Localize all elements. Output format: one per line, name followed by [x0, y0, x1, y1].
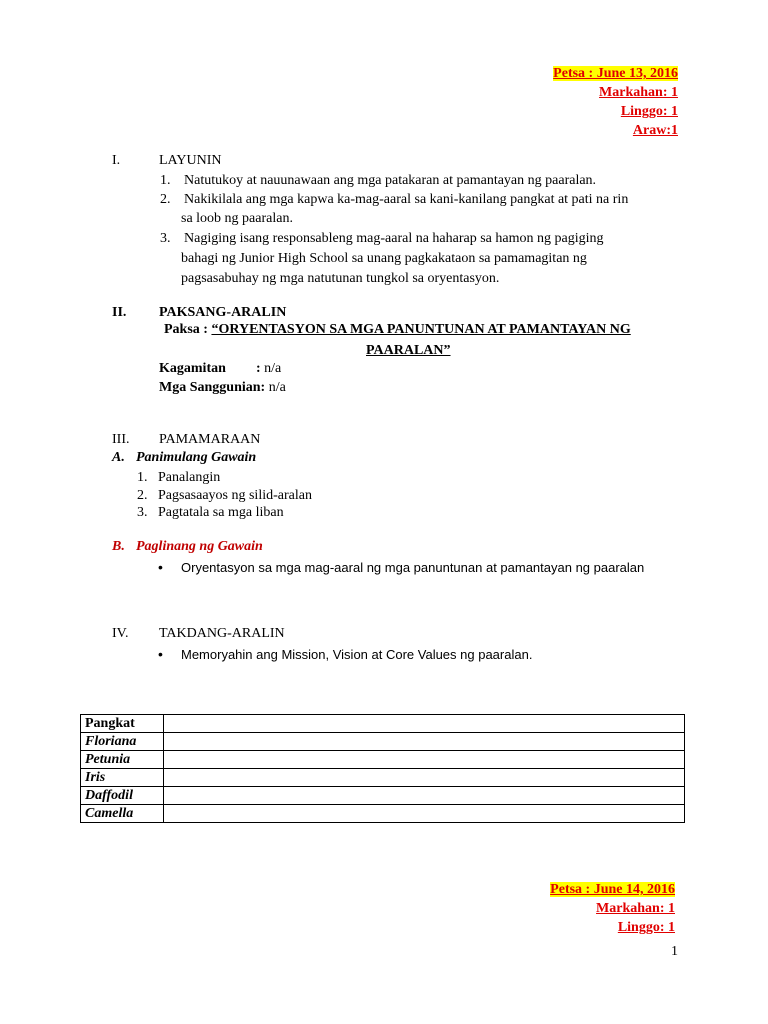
markahan-2: Markahan: 1 — [596, 901, 675, 916]
list-text: Natutukoy at nauunawaan ang mga patakaran at pamantayan ng paaralan. — [184, 173, 597, 188]
page-number: 1 — [671, 944, 678, 959]
petsa-1: Petsa : June 13, 2016 — [553, 66, 678, 81]
linggo-1: Linggo: 1 — [620, 104, 678, 119]
section-1-title: LAYUNIN — [159, 153, 222, 168]
list-number: 2. — [137, 488, 148, 503]
list-text: pagsasabuhay ng mga natutunan tungkol sa oryentasyon. — [181, 271, 500, 286]
table-row — [81, 751, 685, 769]
list-text: Panalangin — [158, 470, 221, 485]
paksa-title-1: “ORYENTASYON SA MGA PANUNTUNAN AT PAMANTAYAN NG — [211, 322, 631, 337]
subsection-a-title: Panimulang Gawain — [136, 450, 257, 465]
section-2-title: PAKSANG-ARALIN — [159, 305, 287, 320]
table-cell — [164, 805, 685, 823]
list-number: 2. — [160, 192, 171, 207]
sanggunian-label: Mga Sanggunian: — [159, 380, 266, 395]
paglinang-item-1: • Oryentasyon sa mga mag-aaral ng mga panuntunan at pamantayan ng paaralan — [181, 558, 644, 577]
section-2-number: II. — [112, 305, 127, 320]
sanggunian-line — [159, 380, 286, 396]
lesson-meta-2 — [550, 880, 675, 937]
subsection-b-label: B. — [112, 539, 125, 554]
list-text: sa loob ng paaralan. — [181, 211, 293, 226]
lesson-meta-1 — [553, 64, 678, 140]
table-row — [81, 769, 685, 787]
kagamitan-label: Kagamitan — [159, 361, 226, 376]
table-row — [81, 805, 685, 823]
section-4-title: TAKDANG-ARALIN — [159, 626, 285, 641]
table-row — [81, 733, 685, 751]
subsection-b-title: Paglinang ng Gawain — [136, 539, 263, 554]
list-text: Pagsasaayos ng silid-aralan — [158, 488, 312, 503]
list-text: Nakikilala ang mga kapwa ka-mag-aaral sa kani-kanilang pangkat at pati na rin — [184, 192, 629, 207]
section-3-title: PAMAMARAAN — [159, 432, 261, 447]
list-number: 3. — [160, 231, 171, 246]
kagamitan-line — [159, 361, 282, 377]
petsa-2: Petsa : June 14, 2016 — [550, 882, 675, 897]
list-text: Nagiging isang responsableng mag-aaral na haharap sa hamon ng pagiging — [184, 231, 604, 246]
subsection-a-heading — [112, 450, 257, 466]
list-text: Pagtatala sa mga liban — [158, 505, 284, 520]
section-4-number: IV. — [112, 626, 129, 641]
table-cell — [164, 787, 685, 805]
table-header-cell: Pangkat — [81, 715, 164, 733]
table-cell — [164, 715, 685, 733]
list-number: 1. — [160, 173, 171, 188]
table-cell — [164, 751, 685, 769]
sanggunian-value: n/a — [268, 380, 286, 395]
list-number: 3. — [137, 505, 148, 520]
table-row — [81, 715, 685, 733]
paksa-label: Paksa : — [164, 322, 208, 337]
list-number: 1. — [137, 470, 148, 485]
section-1-number: I. — [112, 153, 121, 168]
section-3-number: III. — [112, 432, 130, 447]
subsection-b-heading — [112, 539, 263, 555]
table-cell: Petunia — [81, 751, 164, 769]
table-cell: Camella — [81, 805, 164, 823]
markahan-1: Markahan: 1 — [599, 85, 678, 100]
table-cell — [164, 769, 685, 787]
table-cell — [164, 733, 685, 751]
pangkat-table — [80, 714, 685, 823]
paksa-title-2: PAARALAN” — [366, 343, 451, 358]
table-cell: Daffodil — [81, 787, 164, 805]
table-row — [81, 787, 685, 805]
paksa-line — [164, 322, 631, 338]
subsection-a-label: A. — [112, 450, 125, 465]
takdang-item-1: • Memoryahin ang Mission, Vision at Core Values ng paaralan. — [181, 645, 532, 664]
table-cell: Iris — [81, 769, 164, 787]
araw-1: Araw:1 — [632, 123, 678, 138]
linggo-2: Linggo: 1 — [617, 920, 675, 935]
list-text: bahagi ng Junior High School sa unang pagkakataon sa pamamagitan ng — [181, 251, 587, 266]
kagamitan-value — [256, 361, 281, 377]
table-cell: Floriana — [81, 733, 164, 751]
kagamitan-value-text: : n/a — [256, 361, 282, 376]
